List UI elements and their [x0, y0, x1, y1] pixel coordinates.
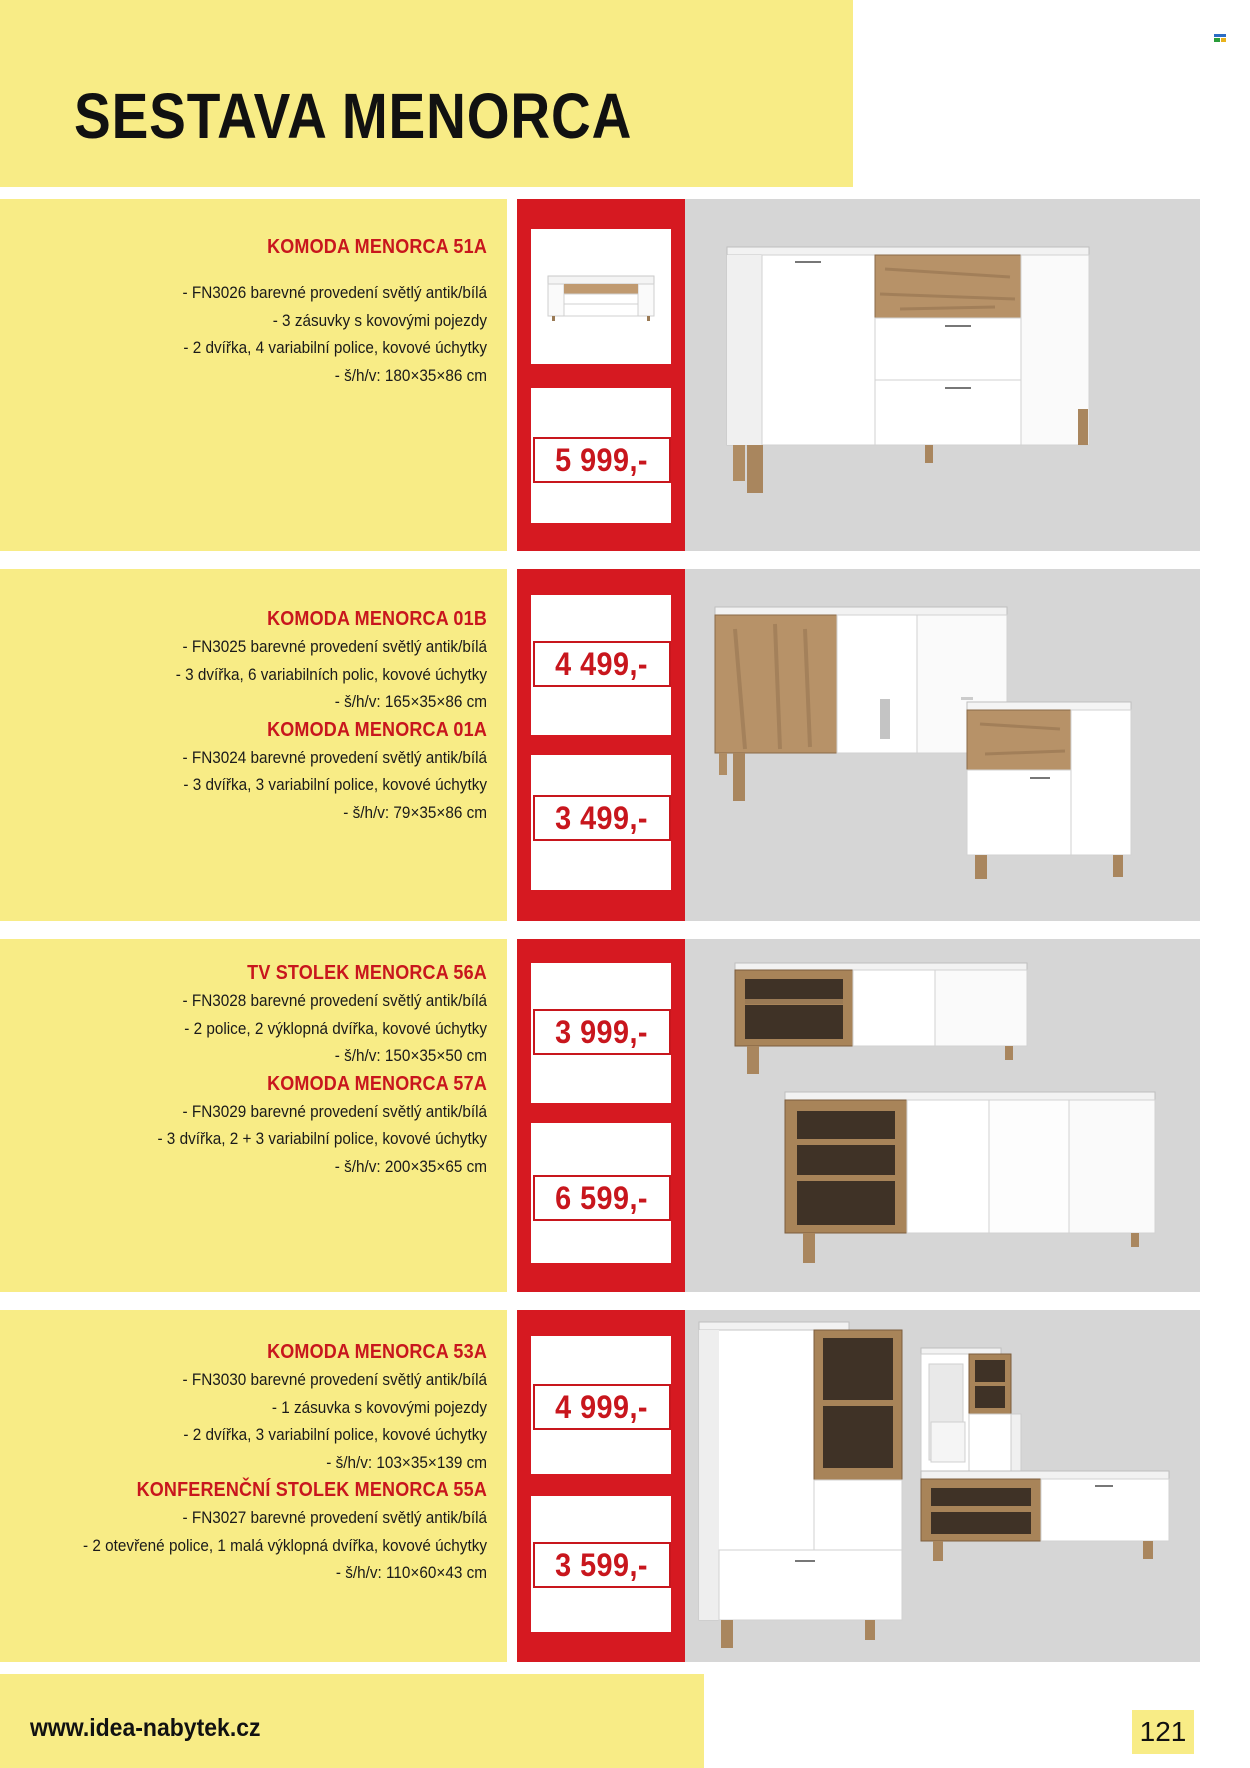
product-spec-line: - š/h/v: 79×35×86 cm — [343, 802, 487, 822]
highboard-and-coffee-table-image — [685, 1310, 1200, 1662]
product-image-panel — [685, 1310, 1200, 1662]
thumbnail-box — [531, 229, 671, 364]
section-komoda-51a — [0, 199, 1200, 551]
page-title: SESTAVA MENORCA — [74, 80, 633, 152]
price-value: 3 499,- — [555, 800, 649, 836]
product-spec-line: - 3 dvířka, 6 variabilních polic, kovové úchytky — [175, 664, 487, 684]
sideboard-51a-image — [685, 199, 1200, 551]
product-image-panel — [685, 199, 1200, 551]
price-value: 5 999,- — [555, 442, 649, 478]
product-name: KONFERENČNÍ STOLEK MENORCA 55A — [136, 1479, 487, 1501]
price-tag — [533, 1542, 671, 1588]
price-value: 6 599,- — [555, 1180, 649, 1216]
product-spec-line: - 3 dvířka, 2 + 3 variabilní police, kovové úchytky — [157, 1129, 487, 1148]
description-panel — [0, 939, 507, 1292]
product-spec-line: - 2 dvířka, 4 variabilní police, kovové úchytky — [183, 338, 488, 357]
product-spec-line: - š/h/v: 165×35×86 cm — [334, 692, 487, 711]
sideboard-thumbnail — [531, 229, 671, 364]
product-name: KOMODA MENORCA 01A — [267, 718, 487, 741]
product-image-panel — [685, 569, 1200, 921]
product-name: TV STOLEK MENORCA 56A — [247, 962, 487, 984]
price-tag — [533, 437, 671, 483]
product-spec-line: - š/h/v: 110×60×43 cm — [335, 1563, 487, 1582]
description-panel — [0, 569, 507, 921]
product-name: KOMODA MENORCA 53A — [267, 1341, 487, 1363]
product-spec-line: - FN3029 barevné provedení světlý antik/bílá — [182, 1101, 487, 1121]
product-spec-line: - FN3026 barevné provedení světlý antik/bílá — [182, 283, 487, 302]
product-spec-line: - 2 dvířka, 3 variabilní police, kovové úchytky — [183, 1425, 488, 1444]
product-spec-line: - 3 dvířka, 3 variabilní police, kovové úchytky — [183, 775, 488, 794]
product-spec-line: - FN3024 barevné provedení světlý antik/bílá — [182, 747, 487, 767]
price-value: 4 999,- — [555, 1389, 649, 1425]
price-strip — [517, 569, 685, 921]
title-block — [0, 0, 853, 187]
website-link[interactable]: www.idea-nabytek.cz — [30, 1714, 261, 1742]
section-komoda-01b-01a — [0, 569, 1200, 921]
product-name: KOMODA MENORCA 01B — [267, 608, 487, 630]
product-spec-line: - 3 zásuvky s kovovými pojezdy — [272, 310, 487, 330]
price-value: 3 599,- — [555, 1547, 649, 1583]
product-spec-line: - š/h/v: 103×35×139 cm — [326, 1452, 487, 1472]
price-tag — [533, 1175, 671, 1221]
price-strip — [517, 939, 685, 1292]
product-spec-line: - š/h/v: 150×35×50 cm — [334, 1046, 487, 1065]
page-number: 121 — [1132, 1710, 1194, 1754]
price-tag — [533, 641, 671, 687]
product-spec-line: - š/h/v: 200×35×65 cm — [334, 1156, 487, 1176]
price-tag — [533, 1009, 671, 1055]
product-spec-line: - FN3027 barevné provedení světlý antik/bílá — [182, 1508, 487, 1527]
product-spec-line: - 2 police, 2 výklopná dvířka, kovové úchytky — [184, 1018, 488, 1038]
price-tag — [533, 1384, 671, 1430]
product-spec-line: - FN3025 barevné provedení světlý antik/bílá — [182, 637, 487, 656]
price-value: 4 499,- — [555, 646, 649, 682]
product-name: KOMODA MENORCA 57A — [267, 1072, 487, 1095]
product-name: KOMODA MENORCA 51A — [267, 236, 487, 258]
price-tag — [533, 795, 671, 841]
sideboards-01b-01a-image — [685, 569, 1200, 921]
product-image-panel — [685, 939, 1200, 1292]
tv-stand-and-sideboard-image — [685, 939, 1200, 1292]
product-spec-line: - š/h/v: 180×35×86 cm — [334, 365, 487, 385]
product-spec-line: - 2 otevřené police, 1 malá výklopná dvířka, kovové úchytky — [83, 1535, 488, 1555]
price-strip — [517, 1310, 685, 1662]
corner-mark — [1214, 34, 1226, 42]
product-spec-line: - 1 zásuvka s kovovými pojezdy — [271, 1397, 487, 1417]
price-value: 3 999,- — [555, 1014, 649, 1050]
product-spec-line: - FN3030 barevné provedení světlý antik/bílá — [182, 1370, 487, 1389]
price-strip — [517, 199, 685, 551]
description-panel — [0, 199, 507, 551]
description-panel — [0, 1310, 507, 1662]
section-tv-stolek-56a-komoda-57a — [0, 939, 1200, 1292]
section-komoda-53a-stolek-55a — [0, 1310, 1200, 1662]
product-spec-line: - FN3028 barevné provedení světlý antik/bílá — [182, 991, 487, 1010]
